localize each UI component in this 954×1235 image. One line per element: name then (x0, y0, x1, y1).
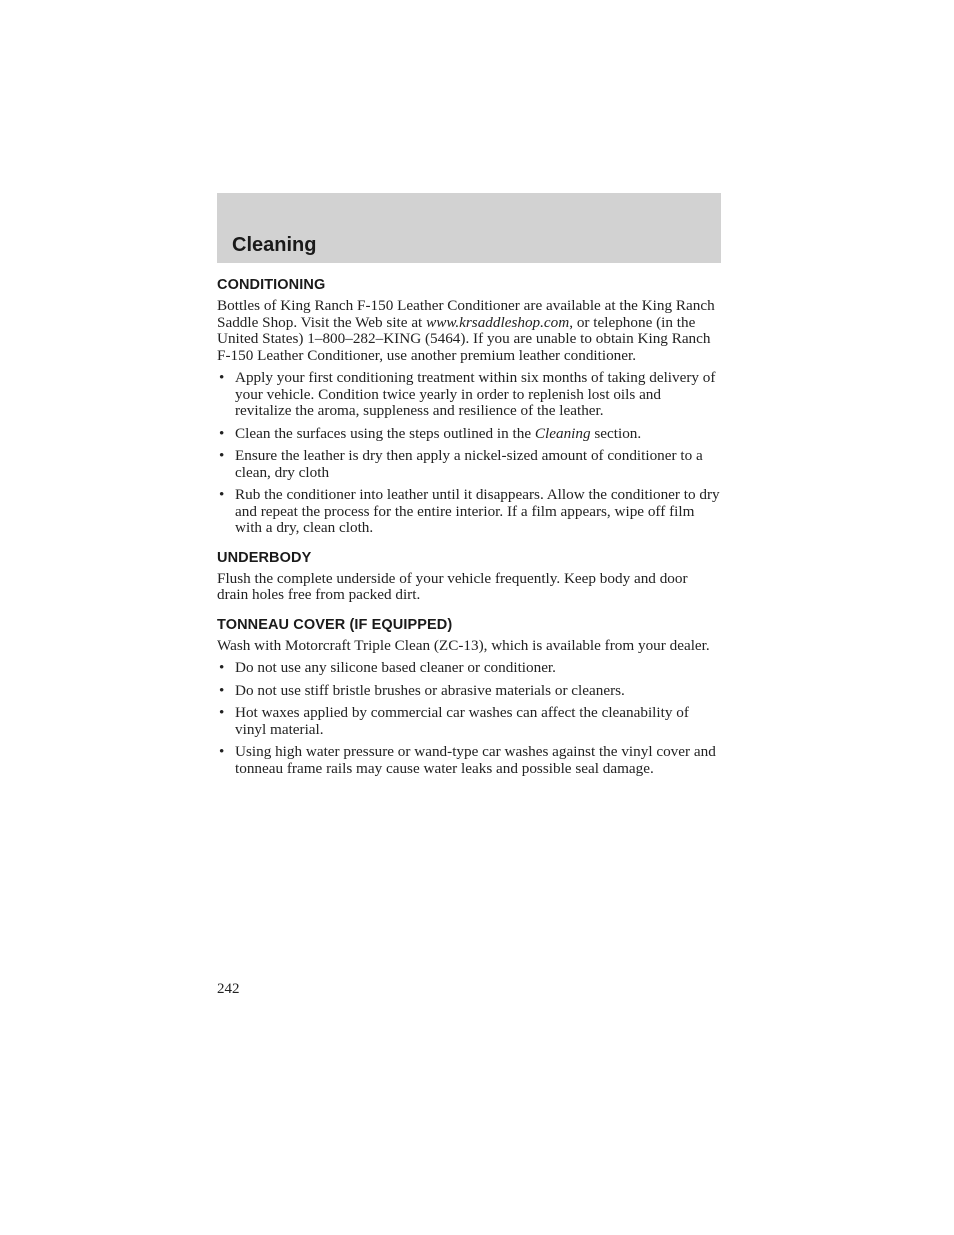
list-item (217, 487, 721, 537)
section-title: Cleaning (232, 234, 317, 256)
list-item (217, 660, 721, 677)
tonneau-list (217, 660, 721, 777)
list-item-text: Hot waxes applied by commercial car washes can affect the cleanability of vinyl material. (235, 704, 689, 738)
conditioning-intro-part1: Bottles of King Ranch F-150 Leather Conditioner are available at the King Ranch Saddle Shop. Visit the Web site at (217, 297, 715, 331)
bullet-icon: • (219, 681, 225, 699)
list-item (217, 744, 721, 777)
page-content (217, 276, 721, 783)
bullet-icon: • (219, 486, 225, 503)
list-item-text: section. (590, 424, 642, 442)
website-link[interactable]: www.krsaddleshop.com (426, 313, 570, 331)
underbody-heading: UNDERBODY (217, 549, 312, 566)
conditioning-heading: CONDITIONING (217, 277, 326, 293)
list-item (217, 426, 721, 443)
page-number: 242 (217, 981, 240, 997)
conditioning-list (217, 370, 721, 537)
list-item-text: Ensure the leather is dry then apply a nickel-sized amount of conditioner to a clean, dry cloth (235, 447, 703, 481)
tonneau-intro: Wash with Motorcraft Triple Clean (ZC-13), which is available from your dealer. (217, 636, 710, 654)
list-item (217, 705, 721, 738)
conditioning-intro (217, 298, 721, 364)
bullet-icon: • (219, 704, 225, 721)
bullet-icon: • (219, 424, 225, 442)
list-item-text: Do not use any silicone based cleaner or conditioner. (235, 659, 556, 676)
list-item (217, 370, 721, 420)
list-item-text: Clean the surfaces using the steps outlined in the (235, 424, 535, 442)
list-item-text: Apply your first conditioning treatment within six months of taking delivery of your vehicle. Condition twice yearly in order to replenish lost oils and revitalize the aroma, suppleness and resilience of the leather. (235, 369, 716, 419)
conditioning-intro-part2: , or telephone (in the United States) 1–800–282–KING (5464). If you are unable to obtain King Ranch F-150 Leather Conditioner, use another premium leather conditioner. (217, 313, 711, 364)
bullet-icon: • (219, 447, 225, 464)
bullet-icon: • (219, 369, 225, 386)
section-header-band (217, 193, 721, 263)
list-item-text: Rub the conditioner into leather until it disappears. Allow the conditioner to dry and repeat the process for the entire interior. If a film appears, wipe off film with a dry, clean cloth. (235, 486, 720, 536)
list-item (217, 448, 721, 481)
list-item (217, 683, 721, 700)
cleaning-section-reference: Cleaning (534, 424, 591, 442)
bullet-icon: • (219, 659, 225, 676)
underbody-text: Flush the complete underside of your vehicle frequently. Keep body and door drain holes free from packed dirt. (217, 569, 688, 603)
list-item-text: Do not use stiff bristle brushes or abrasive materials or cleaners. (235, 681, 625, 699)
bullet-icon: • (219, 743, 225, 760)
tonneau-heading: TONNEAU COVER (IF EQUIPPED) (217, 616, 453, 633)
list-item-text: Using high water pressure or wand-type car washes against the vinyl cover and tonneau frame rails may cause water leaks and possible seal damage. (235, 743, 716, 777)
